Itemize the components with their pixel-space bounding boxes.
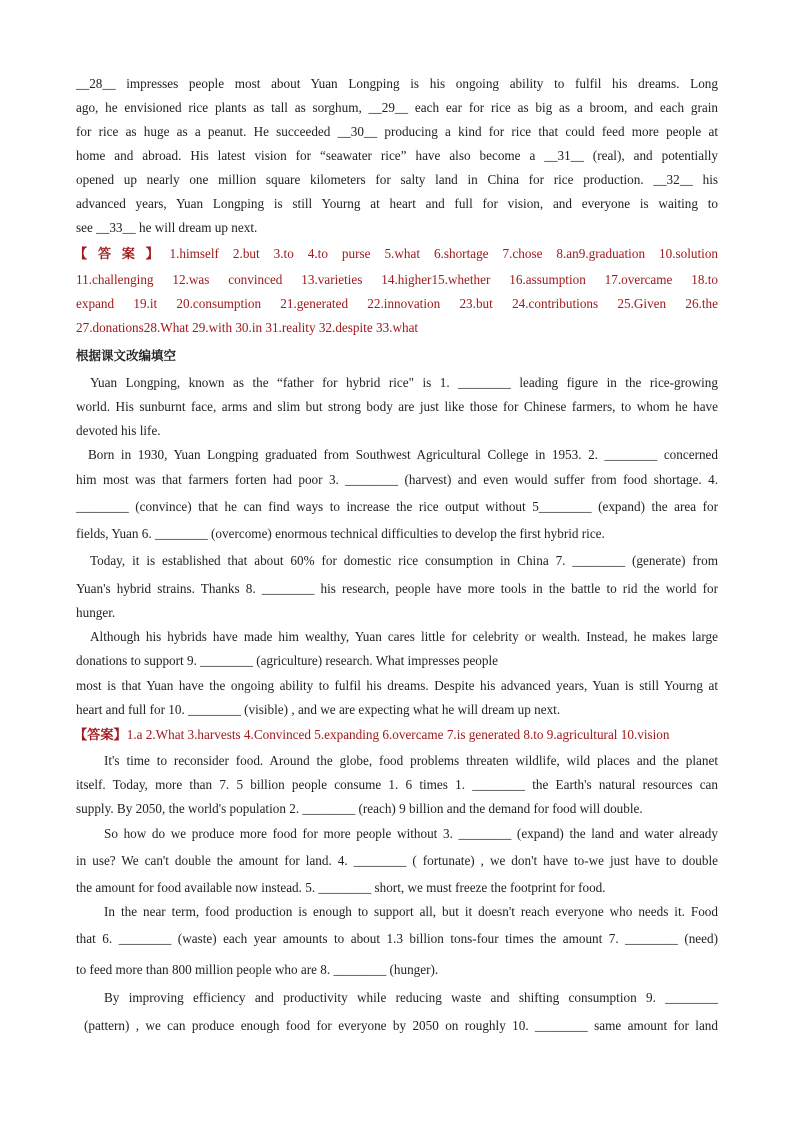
text-line: opened up nearly one million square kilometers for salty land in China for rice production. __32__ his — [76, 172, 718, 187]
text-line: By improving efficiency and productivity while reducing waste and shifting consumption 9. ________ — [104, 990, 718, 1005]
answer-line: 11.challenging 12.was convinced 13.varieties 14.higher15.whether 16.assumption 17.overcame 18.to — [76, 272, 718, 287]
text-line: ________ (convince) that he can find ways to increase the rice output without 5________ (expand) the area for — [76, 499, 718, 514]
text-line: him most was that farmers forten had poor 3. ________ (harvest) and even would suffer from food shortage. 4. — [76, 472, 718, 487]
text-line: hunger. — [76, 605, 116, 620]
text-line: __28__ impresses people most about Yuan Longping is his ongoing ability to fulfil his dreams. Long — [76, 76, 718, 91]
text-line: to feed more than 800 million people who are 8. ________ (hunger). — [76, 962, 439, 977]
text-line: advanced years, Yuan Longping is still Yourng at heart and full for vision, and everyone is waiting to — [76, 196, 718, 211]
answer-line: expand 19.it 20.consumption 21.generated 22.innovation 23.but 24.contributions 25.Given 26.the — [76, 296, 718, 311]
text-line: (pattern) , we can produce enough food for everyone by 2050 on roughly 10. ________ same amount for land — [84, 1018, 718, 1033]
answer-line — [74, 246, 718, 262]
text-line: Although his hybrids have made him wealthy, Yuan cares little for celebrity or wealth. Instead, he makes large — [90, 629, 718, 644]
text-line: most is that Yuan have the ongoing ability to fulfil his dreams. Despite his advanced years, Yuan is still Yourng at — [76, 678, 718, 693]
text-line: Yuan Longping, known as the “father for hybrid rice" is 1. ________ leading figure in the rice-growing — [90, 375, 718, 390]
text-line: in use? We can't double the amount for land. 4. ________ ( fortunate) , we don't have to-we just have to double — [76, 853, 718, 868]
text-line: In the near term, food production is enough to support all, but it doesn't reach everyone who needs it. Food — [104, 904, 718, 919]
text-line: see __33__ he will dream up next. — [76, 220, 258, 235]
answer-text: 1.himself 2.but 3.to 4.to purse 5.what 6.shortage 7.chose 8.an9.graduation 10.solution — [169, 246, 719, 261]
text-line: Today, it is established that about 60% for domestic rice consumption in China 7. ________ (generate) from — [90, 553, 718, 568]
text-line: itself. Today, more than 7. 5 billion people consume 1. 6 times 1. ________ the Earth's natural resources can — [76, 777, 718, 792]
section-heading: 根据课文改编填空 — [76, 348, 177, 363]
text-line: donations to support 9. ________ (agriculture) research. What impresses people — [76, 653, 499, 668]
text-line: world. His sunburnt face, arms and slim but strong body are just like those for Chinese farmers, to whom he have — [76, 399, 718, 414]
text-line: ago, he envisioned rice plants as tall as sorghum, __29__ each ear for rice as big as a broom, and each grain — [76, 100, 718, 115]
text-line: for rice as huge as a peanut. He succeeded __30__ producing a kind for rice that could feed more people at — [76, 124, 718, 139]
text-line: home and abroad. His latest vision for “seawater rice” have also become a __31__ (real), and potentially — [76, 148, 718, 163]
text-line: Yuan's hybrid strains. Thanks 8. ________ his research, people have more tools in the battle to rid the world for — [76, 581, 718, 596]
text-line: that 6. ________ (waste) each year amounts to about 1.3 billion tons-four times the amount 7. ________ (need) — [76, 931, 718, 946]
answer-text: 1.a 2.What 3.harvests 4.Convinced 5.expanding 6.overcame 7.is generated 8.to 9.agricultural 10.vision — [126, 727, 670, 742]
text-line: devoted his life. — [76, 423, 161, 438]
answer-line: 27.donations28.What 29.with 30.in 31.reality 32.despite 33.what — [76, 320, 419, 335]
answer-tag: 【答案】 — [74, 727, 127, 742]
text-line: fields, Yuan 6. ________ (overcome) enormous technical difficulties to develop the first hybrid rice. — [76, 526, 605, 541]
text-line: the amount for food available now instead. 5. ________ short, we must freeze the footprint for food. — [76, 880, 606, 895]
text-line: So how do we produce more food for more people without 3. ________ (expand) the land and water already — [104, 826, 718, 841]
answer-tag: 【答案】 — [74, 246, 170, 261]
text-line: Born in 1930, Yuan Longping graduated from Southwest Agricultural College in 1953. 2. ________ concerned — [88, 447, 718, 462]
text-line: supply. By 2050, the world's population 2. ________ (reach) 9 billion and the demand for food will double. — [76, 801, 643, 816]
text-line: heart and full for 10. ________ (visible) , and we are expecting what he will dream up next. — [76, 702, 561, 717]
answer-line — [74, 727, 718, 743]
text-line: It's time to reconsider food. Around the globe, food problems threaten wildlife, wild places and the planet — [104, 753, 718, 768]
